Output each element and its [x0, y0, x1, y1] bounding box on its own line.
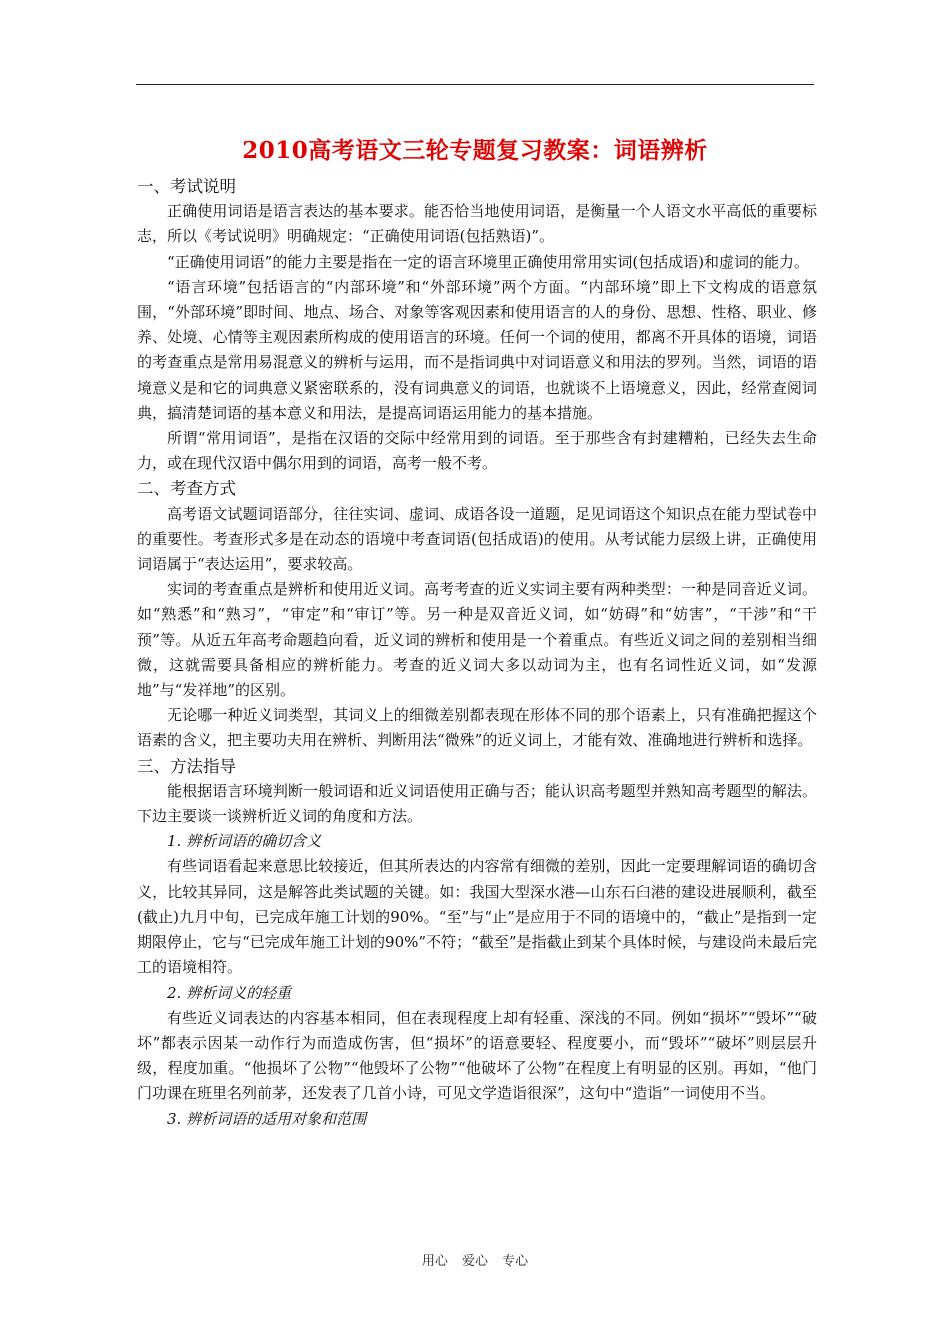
- body-paragraph: 所谓“常用词语”，是指在汉语的交际中经常用到的词语。至于那些含有封建糟粕，已经失去生命力，或在现代汉语中偶尔用到的词语，高考一般不考。: [137, 429, 817, 473]
- subsection-heading: 1. 辨析词语的确切含义: [167, 832, 322, 851]
- section-heading: 三、方法指导: [137, 756, 236, 776]
- page-footer: 用心 爱心 专心: [421, 1254, 529, 1269]
- document-title: 2010高考语文三轮专题复习教案：词语辨析: [242, 137, 708, 164]
- body-paragraph: 有些词语看起来意思比较接近，但其所表达的内容常有细微的差别，因此一定要理解词语的确切含义，比较其异同，这是解答此类试题的关键。如：我国大型深水港—山东石臼港的建设进展顺利，截至(截止)九月中旬，已完成年施工计划的90%。“至”与“止”是应用于不同的语境中的，“截止”是指到一定期限停止，它与“已完成年施工计划的90%”不符；“截至”是指截止到某个具体时候，与建设尚未最后完工的语境相符。: [137, 857, 817, 977]
- section-heading: 一、考试说明: [137, 177, 236, 196]
- body-paragraph: 正确使用词语是语言表达的基本要求。能否恰当地使用词语，是衡量一个人语文水平高低的重要标志，所以《考试说明》明确规定：“正确使用词语(包括熟语)”。: [137, 202, 817, 246]
- section-heading: 二、考查方式: [137, 479, 236, 499]
- document-body: [137, 174, 817, 1132]
- subsection-heading: 2. 辨析词义的轻重: [167, 983, 292, 1002]
- subsection-heading: 3. 辨析词语的适用对象和范围: [167, 1109, 367, 1128]
- body-paragraph: 能根据语言环境判断一般词语和近义词语使用正确与否；能认识高考题型并熟知高考题型的解法。下边主要谈一谈辨析近义词的角度和方法。: [137, 781, 817, 826]
- body-paragraph: 无论哪一种近义词类型，其词义上的细微差别都表现在形体不同的那个语素上，只有准确把握这个语素的含义，把主要功夫用在辨析、判断用法“微殊”的近义词上，才能有效、准确地进行辨析和选择。: [137, 706, 817, 750]
- body-paragraph: “语言环境”包括语言的“内部环境”和“外部环境”两个方面。“内部环境”即上下文构成的语意氛围，“外部环境”即时间、地点、场合、对象等客观因素和使用语言的人的身份、思想、性格、职业、修养、处境、心情等主观因素所构成的使用语言的环境。任何一个词的使用，都离不开具体的语境，词语的考查重点是常用易混意义的辨析与运用，而不是指词典中对词语意义和用法的罗列。当然，词语的语境意义是和它的词典意义紧密联系的，没有词典意义的词语，也就谈不上语境意义，因此，经常查阅词典，搞清楚词语的基本意义和用法，是提高词语运用能力的基本措施。: [137, 277, 817, 422]
- header-rule: [136, 84, 814, 85]
- body-paragraph: 实词的考查重点是辨析和使用近义词。高考考查的近义实词主要有两种类型：一种是同音近义词。如“熟悉”和“熟习”，“审定”和“审订”等。另一种是双音近义词，如“妨碍”和“妨害”，“干涉”和“干预”等。从近五年高考命题趋向看，近义词的辨析和使用是一个着重点。有些近义词之间的差别相当细微，这就需要具备相应的辨析能力。考查的近义词大多以动词为主，也有名词性近义词，如“发源地”与“发祥地”的区别。: [137, 580, 817, 700]
- body-paragraph: 高考语文试题词语部分，往往实词、虚词、成语各设一道题，足见词语这个知识点在能力型试卷中的重要性。考查形式多是在动态的语境中考查词语(包括成语)的使用。从考试能力层级上讲，正确使用词语属于“表达运用”，要求较高。: [137, 504, 817, 574]
- body-paragraph: 有些近义词表达的内容基本相同，但在表现程度上却有轻重、深浅的不同。例如“损坏”“毁坏”“破坏”都表示因某一动作行为而造成伤害，但“损坏”的语意要轻、程度要小，而“毁坏”“破坏”则层层升级，程度加重。“他损坏了公物”“他毁坏了公物”“他破坏了公物”在程度上有明显的区别。再如，“他门门功课在班里名列前茅，还发表了几首小诗，可见文学造诣很深”，这句中“造诣”一词使用不当。: [137, 1008, 817, 1103]
- body-paragraph: “正确使用词语”的能力主要是指在一定的语言环境里正确使用常用实词(包括成语)和虚词的能力。: [167, 252, 810, 271]
